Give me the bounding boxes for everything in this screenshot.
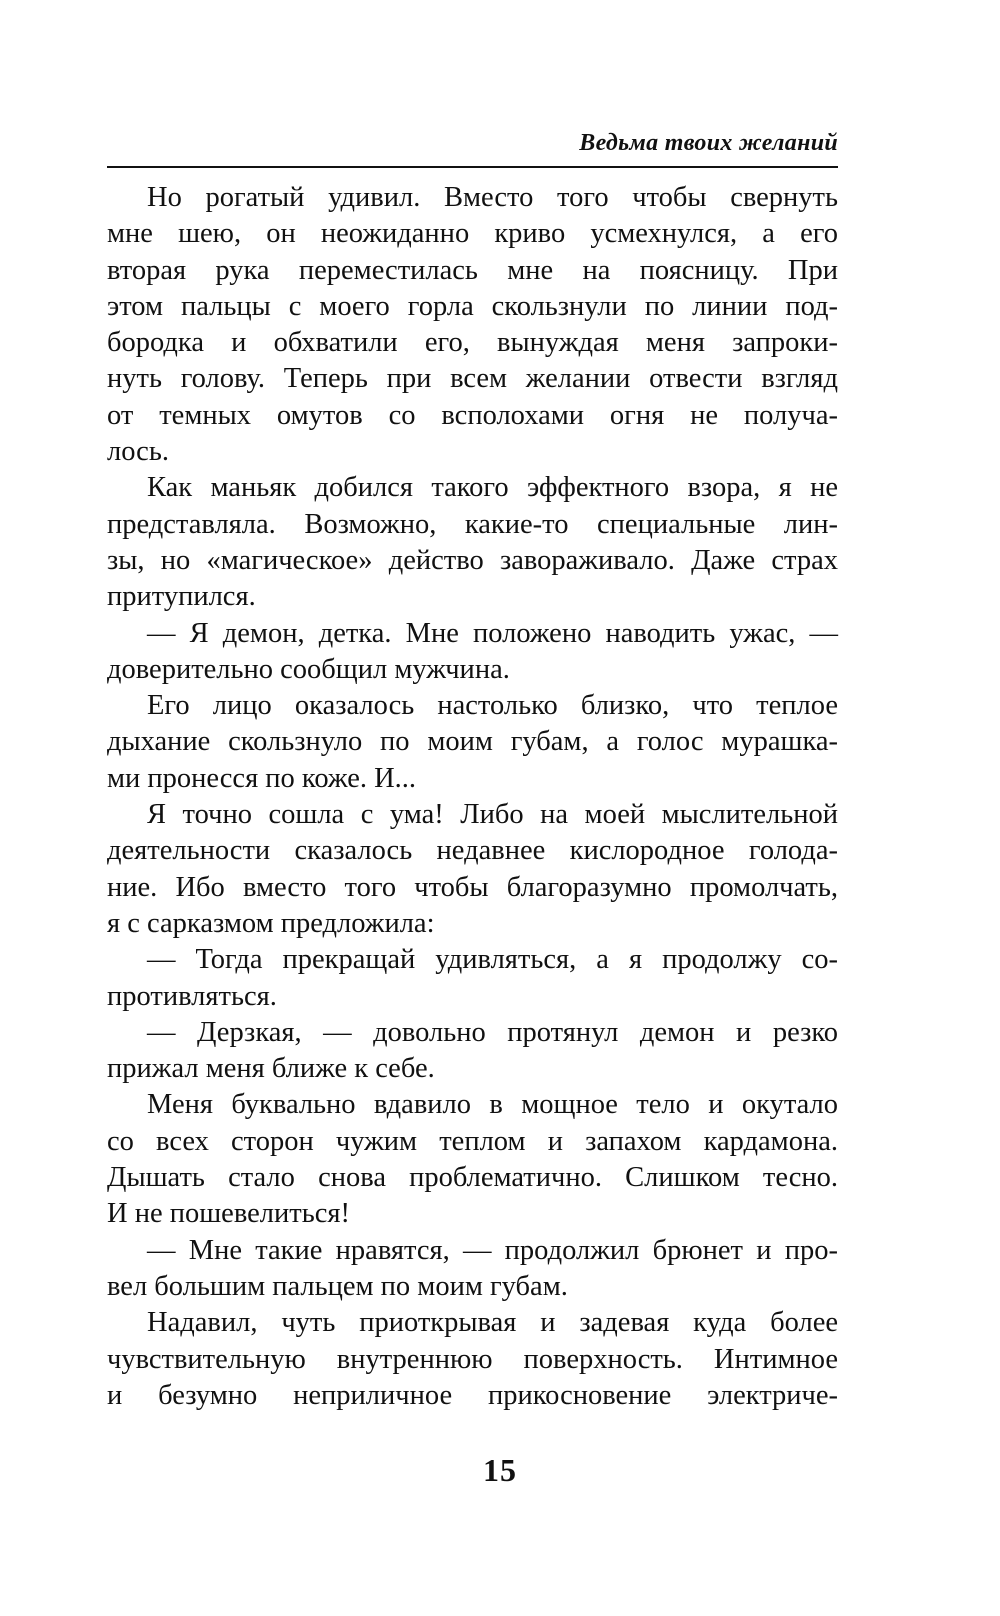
body-text xyxy=(107,180,838,1414)
text-line: прижал меня ближе к себе. xyxy=(107,1053,435,1085)
text-line: бородка и обхватили его, вынуждая меня запроки- xyxy=(107,327,838,359)
running-title: Ведьма твоих желаний xyxy=(579,130,838,156)
text-line: — Дерзкая, — довольно протянул демон и резко xyxy=(147,1016,838,1048)
text-line: Дышать стало снова проблематично. Слишком тесно. xyxy=(107,1162,838,1194)
text-line: со всех сторон чужим теплом и запахом кардамона. xyxy=(107,1125,838,1157)
text-line: от темных омутов со всполохами огня не получа- xyxy=(107,399,838,431)
text-line: мне шею, он неожиданно криво усмехнулся, а его xyxy=(107,218,838,250)
running-header xyxy=(107,126,838,168)
text-line: этом пальцы с моего горла скользнули по линии под- xyxy=(107,290,838,322)
text-line: представляла. Возможно, какие-то специальные лин- xyxy=(107,508,838,540)
text-line: вел большим пальцем по моим губам. xyxy=(107,1270,568,1302)
text-line: — Мне такие нравятся, — продолжил брюнет и про- xyxy=(147,1234,838,1266)
text-line: — Я демон, детка. Мне положено наводить ужас, — xyxy=(147,617,838,649)
text-line: Надавил, чуть приоткрывая и задевая куда более xyxy=(147,1307,838,1339)
text-line: И не пошевелиться! xyxy=(107,1198,350,1230)
text-line: чувствительную внутреннюю поверхность. Интимное xyxy=(107,1343,838,1375)
text-line: Я точно сошла с ума! Либо на моей мыслительной xyxy=(147,799,838,831)
text-line: Как маньяк добился такого эффектного взора, я не xyxy=(147,472,838,504)
text-line: зы, но «магическое» действо завораживало. Даже страх xyxy=(107,544,838,576)
text-line: лось. xyxy=(107,436,169,468)
text-line: ми пронесся по коже. И... xyxy=(107,762,417,794)
text-line: Меня буквально вдавило в мощное тело и окутало xyxy=(147,1089,838,1121)
text-line: вторая рука переместилась мне на поясницу. При xyxy=(107,254,838,286)
page-number: 15 xyxy=(483,1452,517,1488)
text-line: — Тогда прекращай удивляться, а я продолжу со- xyxy=(147,944,838,976)
text-line: и безумно неприличное прикосновение электриче- xyxy=(107,1379,838,1411)
text-line: я с сарказмом предложила: xyxy=(107,907,435,939)
text-line: противляться. xyxy=(107,980,277,1012)
text-line: дыхание скользнуло по моим губам, а голос мурашка- xyxy=(107,726,838,758)
text-line: доверительно сообщил мужчина. xyxy=(107,653,510,685)
text-line: деятельности сказалось недавнее кислородное голода- xyxy=(107,835,838,867)
text-line: нуть голову. Теперь при всем желании отвести взгляд xyxy=(107,363,838,395)
text-line: ние. Ибо вместо того чтобы благоразумно промолчать, xyxy=(107,871,838,903)
text-line: Его лицо оказалось настолько близко, что теплое xyxy=(147,690,838,722)
text-line: притупился. xyxy=(107,581,256,613)
text-line: Но рогатый удивил. Вместо того чтобы свернуть xyxy=(147,182,838,213)
